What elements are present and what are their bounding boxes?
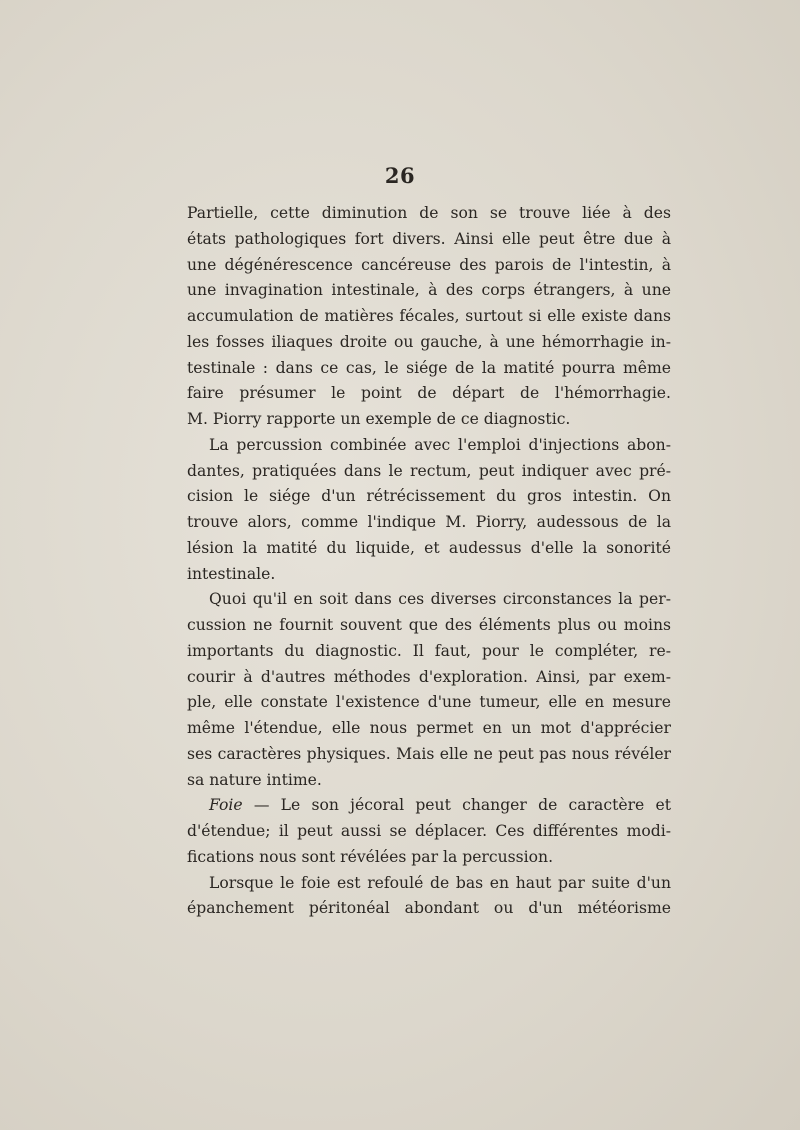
text-line: trouve alors, comme l'indique M. Piorry, audessous de la [187, 513, 671, 531]
text-line: les fosses iliaques droite ou gauche, à une hémorrhagie in- [187, 332, 671, 351]
text-line: d'étendue; il peut aussi se déplacer. Ces différentes modi- [187, 822, 671, 840]
paragraph [187, 793, 671, 870]
text-line: une dégénérescence cancéreuse des parois de l'intestin, à [187, 255, 671, 274]
text-line: ses caractères physiques. Mais elle ne peut pas nous révéler [187, 744, 671, 763]
text-line: cussion ne fournit souvent que des éléments plus ou moins [187, 616, 671, 634]
text-line: accumulation de matières fécales, surtout si elle existe dans [187, 307, 671, 325]
text-line: lésion la matité du liquide, et audessus d'elle la sonorité [187, 538, 671, 557]
text-line: Quoi qu'il en soit dans ces diverses circonstances la per- [209, 590, 671, 609]
text-line: sa nature intime. [187, 770, 322, 789]
paragraph [187, 871, 671, 923]
text-line: intestinale. [187, 564, 276, 583]
text-line: états pathologiques fort divers. Ainsi elle peut être due à [187, 229, 671, 248]
text-line: courir à d'autres méthodes d'exploration. Ainsi, par exem- [187, 667, 671, 686]
section-lead-foie: Foie [209, 796, 243, 815]
text-line: testinale : dans ce cas, le siége de la matité pourra même [187, 358, 671, 377]
text-span: — Le son jécoral peut changer de caractère et [242, 796, 671, 815]
text-line: faire présumer le point de départ de l'hémorrhagie. [187, 384, 671, 403]
text-line: une invagination intestinale, à des corps étrangers, à une [187, 281, 671, 300]
text-line: même l'étendue, elle nous permet en un mot d'apprécier [187, 719, 671, 737]
text-line: La percussion combinée avec l'emploi d'injections abon- [209, 435, 671, 454]
body-text [187, 201, 671, 922]
text-line: Lorsque le foie est refoulé de bas en haut par suite d'un [209, 873, 671, 892]
paragraph [187, 201, 671, 433]
page-number: 26 [384, 163, 416, 188]
text-line: cision le siége d'un rétrécissement du gros intestin. On [187, 487, 671, 506]
text-line: M. Piorry rapporte un exemple de ce diagnostic. [187, 410, 571, 428]
text-line: épanchement péritonéal abondant ou d'un météorisme [187, 899, 671, 918]
paragraph [187, 587, 671, 793]
text-line: Partielle, cette diminution de son se trouve liée à des [187, 204, 671, 222]
text-line: fications nous sont révélées par la percussion. [187, 847, 554, 866]
text-line [187, 793, 671, 819]
paragraph [187, 433, 671, 588]
text-line: dantes, pratiquées dans le rectum, peut indiquer avec pré- [187, 461, 671, 480]
text-line: ple, elle constate l'existence d'une tumeur, elle en mesure [187, 693, 671, 712]
text-line: importants du diagnostic. Il faut, pour le compléter, re- [187, 641, 671, 660]
